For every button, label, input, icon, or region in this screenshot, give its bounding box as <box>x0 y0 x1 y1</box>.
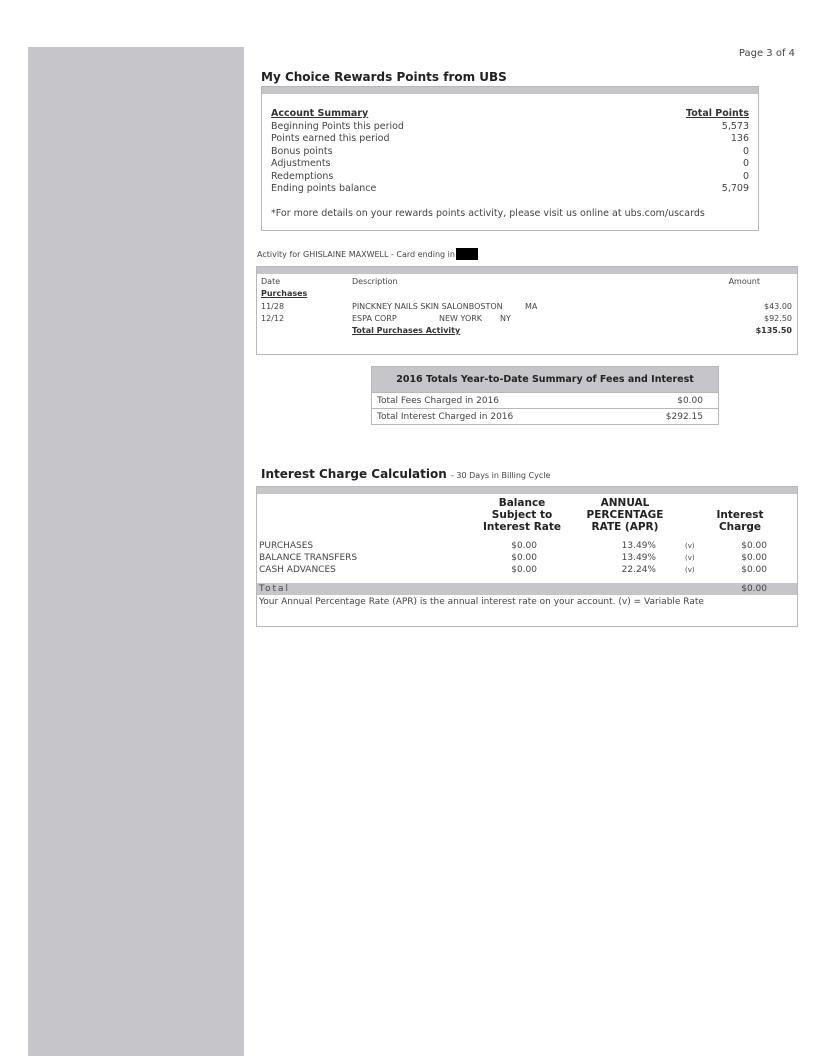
interest-title: Interest Charge Calculation <box>261 467 447 481</box>
total-purchases-amount: $135.50 <box>755 326 792 335</box>
transaction-city: NEW YORK <box>439 314 483 323</box>
points-row <box>271 158 749 171</box>
apr-value: 13.49% <box>621 541 656 551</box>
account-summary-header: Account Summary <box>271 108 369 119</box>
table-row <box>257 552 797 564</box>
points-value: 0 <box>742 170 749 182</box>
fees-value: $0.00 <box>677 395 703 406</box>
interest-subtitle: - 30 Days in Billing Cycle <box>450 471 551 480</box>
rewards-note: *For more details on your rewards points activity, please visit us online at ubs.com/uscards <box>271 207 705 219</box>
interest-charge-value: $0.00 <box>741 541 767 551</box>
points-label: Bonus points <box>271 145 333 157</box>
fees-label: Total Fees Charged in 2016 <box>377 395 500 406</box>
interest-header-bar <box>257 487 797 494</box>
fees-row <box>372 392 718 408</box>
rewards-summary-box <box>261 86 759 231</box>
balance-column-header <box>467 497 577 533</box>
total-purchases-row <box>257 326 797 337</box>
interest-total-value: $0.00 <box>741 584 767 594</box>
apr-value: 22.24% <box>621 565 656 575</box>
header-line: PERCENTAGE <box>586 509 664 521</box>
transaction-merchant: PINCKNEY NAILS SKIN SALONBOSTON <box>352 302 503 311</box>
fees-row <box>372 408 718 424</box>
points-label: Ending points balance <box>271 183 377 194</box>
purchases-section-label: Purchases <box>261 289 308 298</box>
transaction-state: MA <box>525 302 538 311</box>
points-label: Beginning Points this period <box>271 120 404 132</box>
rate-type-label: BALANCE TRANSFERS <box>259 553 358 563</box>
purchases-section-row <box>257 289 797 300</box>
points-value: 0 <box>742 158 749 169</box>
table-row <box>257 314 797 325</box>
header-line: ANNUAL <box>600 497 650 509</box>
interest-charge-value: $0.00 <box>741 565 767 575</box>
transaction-amount: $92.50 <box>764 314 792 323</box>
points-label: Adjustments <box>271 158 331 169</box>
variable-rate-marker: (v) <box>685 566 695 574</box>
header-line: RATE (APR) <box>591 521 659 533</box>
balance-value: $0.00 <box>511 553 537 563</box>
balance-value: $0.00 <box>511 565 537 575</box>
amount-column-header: Amount <box>728 277 760 286</box>
variable-rate-marker: (v) <box>685 554 695 562</box>
interest-charge-value: $0.00 <box>741 553 767 563</box>
points-row <box>271 171 749 184</box>
total-purchases-label: Total Purchases Activity <box>352 326 461 335</box>
points-value: 136 <box>730 133 749 144</box>
header-line: Interest Rate <box>482 521 562 533</box>
fees-value: $292.15 <box>665 411 703 422</box>
total-points-header: Total Points <box>686 108 749 119</box>
charge-column-header <box>705 509 775 533</box>
activity-table <box>256 266 798 355</box>
rate-type-label: PURCHASES <box>259 541 314 551</box>
activity-heading-text: Activity for GHISLAINE MAXWELL - Card ending in <box>257 249 455 259</box>
header-line: Subject to <box>491 509 553 521</box>
redaction-block <box>456 248 478 260</box>
points-value: 5,573 <box>721 120 749 132</box>
interest-section-title <box>261 467 550 481</box>
header-line: Interest <box>716 509 764 521</box>
header-line: Charge <box>718 521 762 533</box>
transaction-amount: $43.00 <box>764 302 792 311</box>
transaction-merchant: ESPA CORP <box>352 314 397 323</box>
points-label: Redemptions <box>271 170 334 182</box>
apr-explanation-note: Your Annual Percentage Rate (APR) is the annual interest rate on your account. (v) = Variable Rate <box>259 597 704 607</box>
points-value: 5,709 <box>721 183 749 194</box>
balance-value: $0.00 <box>511 541 537 551</box>
table-row <box>257 564 797 576</box>
rewards-header-bar <box>262 87 758 94</box>
table-row <box>257 540 797 552</box>
points-row <box>271 183 749 196</box>
interest-total-row <box>257 583 797 595</box>
activity-heading <box>257 248 478 260</box>
transaction-state: NY <box>500 314 511 323</box>
interest-table <box>256 486 798 627</box>
fees-summary-box <box>371 366 719 425</box>
interest-total-label: Total <box>259 584 291 594</box>
fees-summary-title: 2016 Totals Year-to-Date Summary of Fees and Interest <box>372 367 718 392</box>
description-column-header: Description <box>352 277 398 286</box>
rate-type-label: CASH ADVANCES <box>259 565 336 575</box>
activity-column-headers <box>257 277 797 288</box>
summary-header-row <box>271 108 749 121</box>
points-value: 0 <box>742 145 749 157</box>
rewards-title: My Choice Rewards Points from UBS <box>261 70 507 84</box>
transaction-date: 12/12 <box>261 314 285 323</box>
page-number: Page 3 of 4 <box>738 48 795 59</box>
left-sidebar-panel <box>28 47 244 1056</box>
points-row <box>271 146 749 159</box>
apr-value: 13.49% <box>621 553 656 563</box>
date-column-header: Date <box>261 277 281 286</box>
variable-rate-marker: (v) <box>685 542 695 550</box>
transaction-date: 11/28 <box>261 302 285 311</box>
activity-header-bar <box>257 267 797 274</box>
points-label: Points earned this period <box>271 133 390 144</box>
points-row <box>271 121 749 134</box>
fees-label: Total Interest Charged in 2016 <box>377 411 514 422</box>
header-line: Balance <box>498 497 546 509</box>
points-row <box>271 133 749 146</box>
table-row <box>257 302 797 313</box>
apr-column-header <box>565 497 685 533</box>
